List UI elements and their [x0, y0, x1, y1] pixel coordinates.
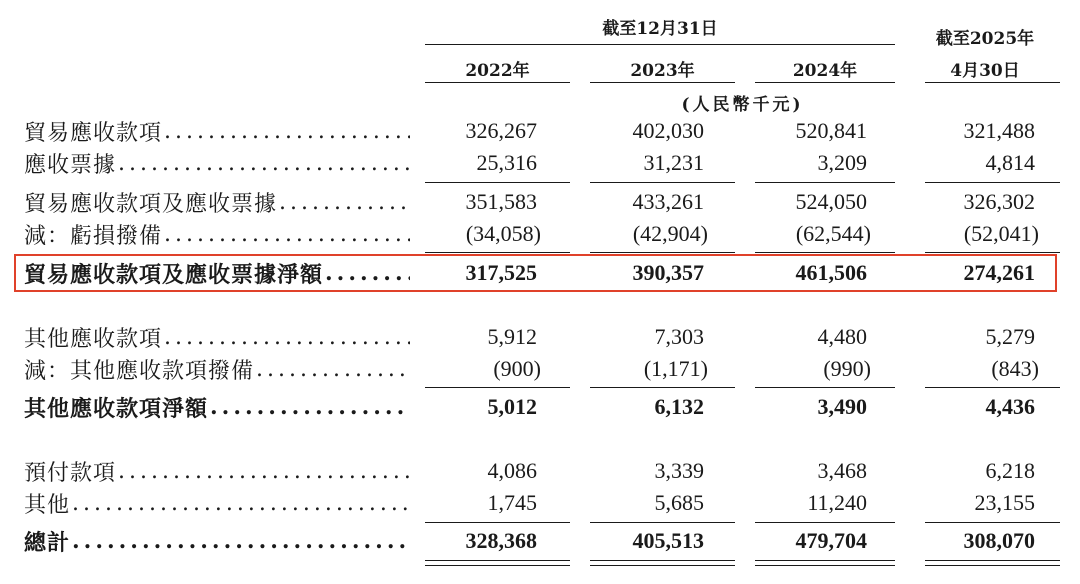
cell-value: 4,436 [985, 394, 1035, 419]
cell-value: 328,368 [465, 528, 537, 553]
row-label-text: 其他應收款項 [24, 326, 163, 352]
dot-leader [164, 325, 410, 350]
cell-value: (62,544) [795, 221, 871, 246]
row-label-others [24, 487, 410, 519]
cell-value: 274,261 [963, 260, 1035, 285]
cell-value: 3,339 [654, 458, 704, 483]
row-label-other-net [24, 391, 410, 423]
cell-value: 317,525 [465, 260, 537, 285]
cell-value: 3,468 [817, 458, 867, 483]
cell-value: 11,240 [807, 490, 867, 515]
net-rule [425, 252, 570, 253]
header-2024: 2024年 [792, 61, 858, 81]
total-double-underline [590, 560, 735, 566]
row-label-total [24, 525, 410, 557]
dot-leader [325, 260, 410, 286]
header-2025-line1: 截至2025年 [935, 29, 1035, 49]
header-group-label: 截至12月31日 [602, 19, 718, 39]
dot-leader [72, 491, 410, 516]
cell-value: 3,490 [817, 394, 867, 419]
cell-value: 3,209 [817, 150, 867, 175]
unit-label: (人民幣千元) [681, 95, 804, 115]
cell-value: 321,488 [963, 118, 1035, 143]
cell-value: 5,279 [985, 324, 1035, 349]
dot-leader [164, 222, 410, 247]
cell-value: 4,086 [487, 458, 537, 483]
row-label-text: 預付款項 [24, 460, 117, 486]
net-rule [590, 252, 735, 253]
other-net-rule [590, 387, 735, 388]
dot-leader [279, 190, 410, 215]
cell-value: 6,132 [654, 394, 704, 419]
row-label-text: 總計 [24, 529, 71, 556]
header-2022: 2022年 [465, 61, 530, 81]
cell-value: 326,267 [465, 118, 537, 143]
cell-value: 5,685 [654, 490, 704, 515]
header-rule-2023 [590, 82, 735, 83]
row-label-text: 貿易應收款項及應收票據淨額 [24, 261, 324, 288]
row-label-text: 貿易應收款項 [24, 120, 163, 146]
row-label-text: 其他 [24, 492, 71, 518]
row-label-prepayments [24, 455, 410, 487]
header-2025-line2: 4月30日 [950, 61, 1020, 81]
total-double-underline [925, 560, 1060, 566]
cell-value: 351,583 [465, 189, 537, 214]
other-net-rule [425, 387, 570, 388]
subtotal-rule [925, 182, 1060, 183]
total-rule [925, 522, 1060, 523]
dot-leader [256, 357, 410, 382]
subtotal-rule [425, 182, 570, 183]
cell-value: 405,513 [632, 528, 704, 553]
other-net-rule [755, 387, 895, 388]
dot-leader [72, 528, 410, 554]
row-label-text: 減：虧損撥備 [24, 223, 163, 249]
total-double-underline [755, 560, 895, 566]
total-rule [590, 522, 735, 523]
dot-leader [164, 119, 410, 144]
cell-value: 524,050 [795, 189, 867, 214]
row-label-text: 應收票據 [24, 152, 117, 178]
total-rule [755, 522, 895, 523]
net-rule [755, 252, 895, 253]
header-rule-2025 [925, 82, 1060, 83]
cell-value: (900) [493, 356, 541, 381]
total-rule [425, 522, 570, 523]
cell-value: 31,231 [643, 150, 704, 175]
cell-value: (34,058) [465, 221, 541, 246]
net-rule [925, 252, 1060, 253]
cell-value: 5,012 [487, 394, 537, 419]
cell-value: (52,041) [963, 221, 1039, 246]
cell-value: 6,218 [985, 458, 1035, 483]
cell-value: 1,745 [487, 490, 537, 515]
subtotal-rule [590, 182, 735, 183]
cell-value: 326,302 [963, 189, 1035, 214]
dot-leader [210, 394, 410, 420]
row-label-net-trade-and-notes [24, 257, 410, 289]
cell-value: 25,316 [476, 150, 537, 175]
cell-value: (42,904) [632, 221, 708, 246]
dot-leader [118, 459, 410, 484]
cell-value: 4,480 [817, 324, 867, 349]
row-label-other-allowance [24, 353, 410, 385]
header-group-rule [425, 44, 895, 45]
row-label-trade-and-notes [24, 186, 410, 218]
cell-value: 7,303 [654, 324, 704, 349]
cell-value: 390,357 [632, 260, 704, 285]
dot-leader [118, 151, 410, 176]
cell-value: (1,171) [643, 356, 708, 381]
other-net-rule [925, 387, 1060, 388]
row-label-other-receivables [24, 321, 410, 353]
cell-value: 479,704 [795, 528, 867, 553]
cell-value: 4,814 [985, 150, 1035, 175]
header-rule-2024 [755, 82, 895, 83]
cell-value: 308,070 [963, 528, 1035, 553]
cell-value: 520,841 [795, 118, 867, 143]
row-label-text: 其他應收款項淨額 [24, 395, 209, 422]
cell-value: 5,912 [487, 324, 537, 349]
row-label-loss-allowance [24, 218, 410, 250]
cell-value: (843) [991, 356, 1039, 381]
header-2023: 2023年 [630, 61, 695, 81]
cell-value: 433,261 [632, 189, 704, 214]
header-rule-2022 [425, 82, 570, 83]
cell-value: 402,030 [632, 118, 704, 143]
cell-value: 23,155 [974, 490, 1035, 515]
row-label-trade-receivables [24, 115, 410, 147]
cell-value: (990) [823, 356, 871, 381]
row-label-notes-receivable [24, 147, 410, 179]
row-label-text: 減：其他應收款項撥備 [24, 358, 255, 384]
subtotal-rule [755, 182, 895, 183]
row-label-text: 貿易應收款項及應收票據 [24, 191, 278, 217]
total-double-underline [425, 560, 570, 566]
cell-value: 461,506 [795, 260, 867, 285]
